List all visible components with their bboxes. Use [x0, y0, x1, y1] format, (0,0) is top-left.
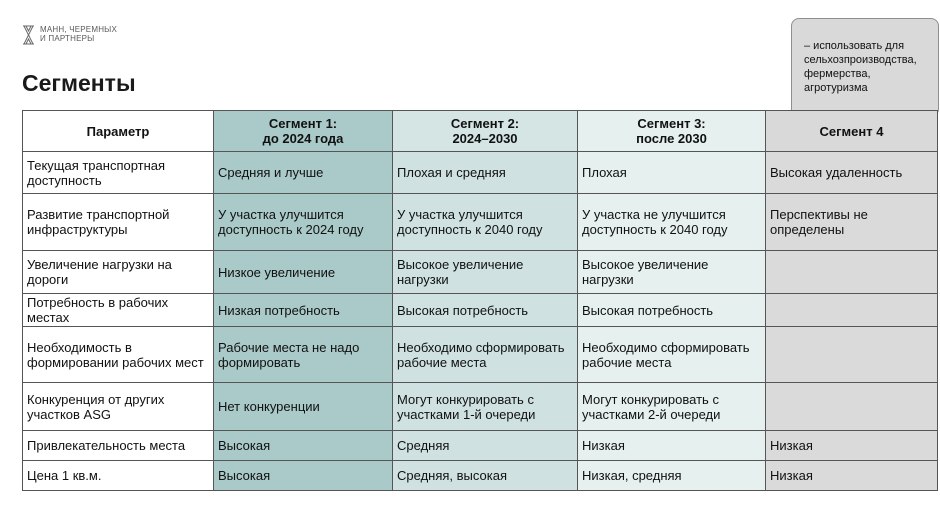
- header-segment-4: Сегмент 4: [766, 111, 938, 152]
- cell-segment-2: У участка улучшится доступность к 2040 году: [393, 194, 578, 251]
- logo-text: [40, 25, 117, 43]
- cell-segment-4: Низкая: [766, 461, 938, 491]
- cell-segment-2: Высокое увеличение нагрузки: [393, 251, 578, 294]
- cell-param: Необходимость в формировании рабочих мест: [23, 327, 214, 383]
- page-title: Сегменты: [22, 70, 136, 96]
- cell-segment-2: Средняя, высокая: [393, 461, 578, 491]
- cell-segment-1: Низкая потребность: [214, 294, 393, 327]
- cell-segment-4: Высокая удаленность: [766, 152, 938, 194]
- comment-note-text: – использовать для сельхозпроизводства, фермерства, агротуризма: [804, 40, 917, 94]
- table-row: [23, 251, 938, 294]
- header-segment-1: Сегмент 1: до 2024 года: [214, 111, 393, 152]
- cell-segment-4: Перспективы не определены: [766, 194, 938, 251]
- table-row: [23, 152, 938, 194]
- cell-param: Текущая транспортная доступность: [23, 152, 214, 194]
- table-row: [23, 431, 938, 461]
- table-row: [23, 461, 938, 491]
- table-row: [23, 194, 938, 251]
- cell-segment-1: Низкое увеличение: [214, 251, 393, 294]
- table-row: [23, 294, 938, 327]
- cell-param: Потребность в рабочих местах: [23, 294, 214, 327]
- header-segment-2: Сегмент 2: 2024–2030: [393, 111, 578, 152]
- cell-segment-2: Средняя: [393, 431, 578, 461]
- cell-param: Привлекательность места: [23, 431, 214, 461]
- cell-segment-2: Высокая потребность: [393, 294, 578, 327]
- cell-segment-1: У участка улучшится доступность к 2024 году: [214, 194, 393, 251]
- cell-segment-4: Низкая: [766, 431, 938, 461]
- header-param: Параметр: [23, 111, 214, 152]
- cell-segment-3: Высокое увеличение нагрузки: [578, 251, 766, 294]
- cell-param: Увеличение нагрузки на дороги: [23, 251, 214, 294]
- segments-table: [22, 110, 938, 491]
- cell-segment-4: [766, 294, 938, 327]
- logo-mark-icon: [22, 25, 35, 45]
- cell-segment-4: [766, 327, 938, 383]
- cell-segment-2: Плохая и средняя: [393, 152, 578, 194]
- table-row: [23, 327, 938, 383]
- cell-segment-3: У участка не улучшится доступность к 2040 году: [578, 194, 766, 251]
- cell-segment-1: Средняя и лучше: [214, 152, 393, 194]
- cell-segment-3: Могут конкурировать с участками 2-й очереди: [578, 383, 766, 431]
- table-row: [23, 383, 938, 431]
- logo-line-2: И ПАРТНЕРЫ: [40, 34, 95, 43]
- header-segment-3: Сегмент 3: после 2030: [578, 111, 766, 152]
- cell-param: Цена 1 кв.м.: [23, 461, 214, 491]
- cell-param: Конкуренция от других участков ASG: [23, 383, 214, 431]
- cell-segment-1: Рабочие места не надо формировать: [214, 327, 393, 383]
- cell-segment-2: Могут конкурировать с участками 1-й очереди: [393, 383, 578, 431]
- cell-segment-2: Необходимо сформировать рабочие места: [393, 327, 578, 383]
- company-logo: [22, 25, 117, 45]
- cell-segment-3: Необходимо сформировать рабочие места: [578, 327, 766, 383]
- cell-segment-1: Нет конкуренции: [214, 383, 393, 431]
- cell-segment-3: Высокая потребность: [578, 294, 766, 327]
- cell-segment-4: [766, 383, 938, 431]
- cell-segment-1: Высокая: [214, 461, 393, 491]
- cell-segment-1: Высокая: [214, 431, 393, 461]
- logo-line-1: МАНН, ЧЕРЕМНЫХ: [40, 25, 117, 34]
- comment-note: [791, 18, 939, 117]
- cell-segment-3: Низкая, средняя: [578, 461, 766, 491]
- cell-segment-3: Низкая: [578, 431, 766, 461]
- cell-param: Развитие транспортной инфраструктуры: [23, 194, 214, 251]
- cell-segment-4: [766, 251, 938, 294]
- table-header-row: [23, 111, 938, 152]
- cell-segment-3: Плохая: [578, 152, 766, 194]
